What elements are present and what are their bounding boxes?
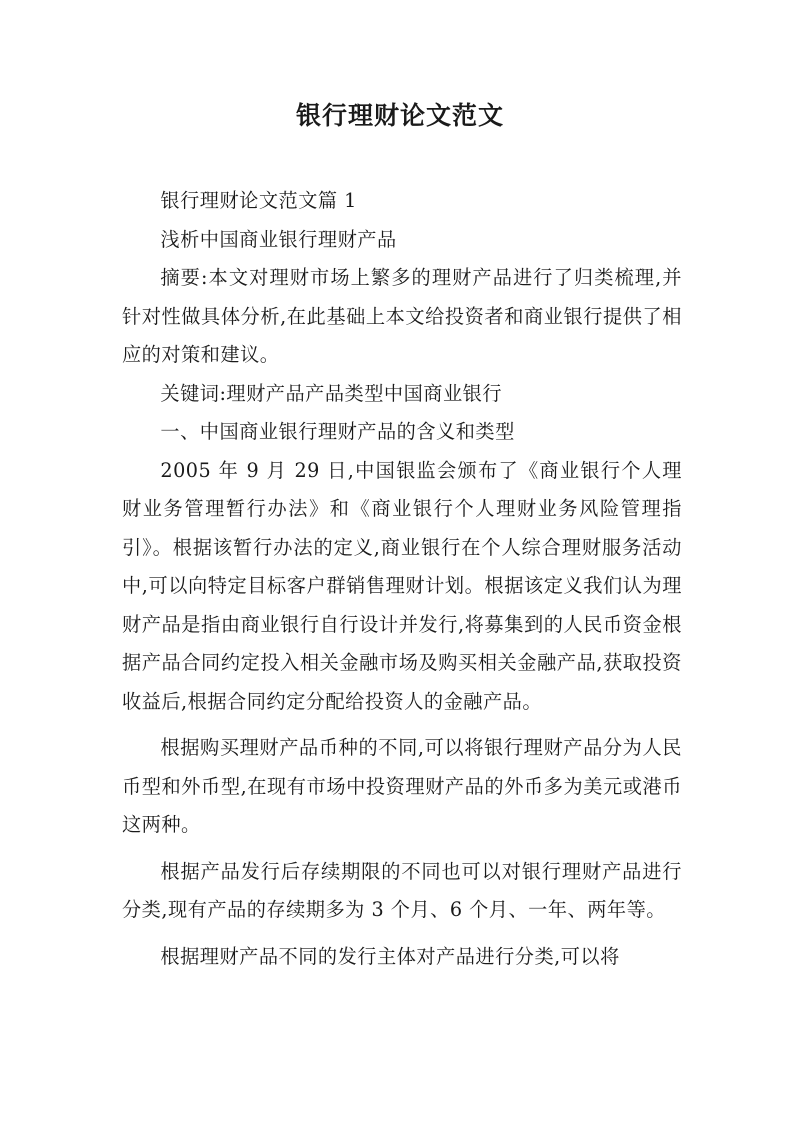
paragraph-abstract: 摘要:本文对理财市场上繁多的理财产品进行了归类梳理,并针对性做具体分析,在此基础上本文给投资者和商业银行提供了相应的对策和建议。: [122, 266, 682, 366]
paragraph-keywords: 关键词:理财产品产品类型中国商业银行: [160, 381, 503, 405]
paragraph-currency-type: 根据购买理财产品币种的不同,可以将银行理财产品分为人民币型和外币型,在现有市场中投资理财产品的外币多为美元或港币这两种。: [122, 736, 682, 836]
paragraph-heading-1: 一、中国商业银行理财产品的含义和类型: [160, 420, 515, 443]
paragraph-duration-type: 根据产品发行后存续期限的不同也可以对银行理财产品进行分类,现有产品的存续期多为 3 个月、6 个月、一年、两年等。: [122, 859, 682, 921]
paragraph-definition: 2005 年 9 月 29 日,中国银监会颁布了《商业银行个人理财业务管理暂行办法》和《商业银行个人理财业务风险管理指引》。根据该暂行办法的定义,商业银行在个人综合理财服务活动中,可以向特定目标客户群销售理财计划。根据该定义我们认为理财产品是指由商业银行自行设计并发行,将募集到的人民币资金根据产品合同约定投入相关金融市场及购买相关金融产品,获取投资收益后,根据合同约定分配给投资人的金融产品。: [122, 458, 682, 713]
paragraph-section-heading: 银行理财论文范文篇 1: [160, 189, 357, 212]
document-title: 银行理财论文范文: [295, 101, 504, 130]
document-body: [122, 182, 682, 976]
paragraph-issuer-type: 根据理财产品不同的发行主体对产品进行分类,可以将: [160, 944, 620, 968]
paragraph-article-title: 浅析中国商业银行理财产品: [160, 227, 397, 251]
